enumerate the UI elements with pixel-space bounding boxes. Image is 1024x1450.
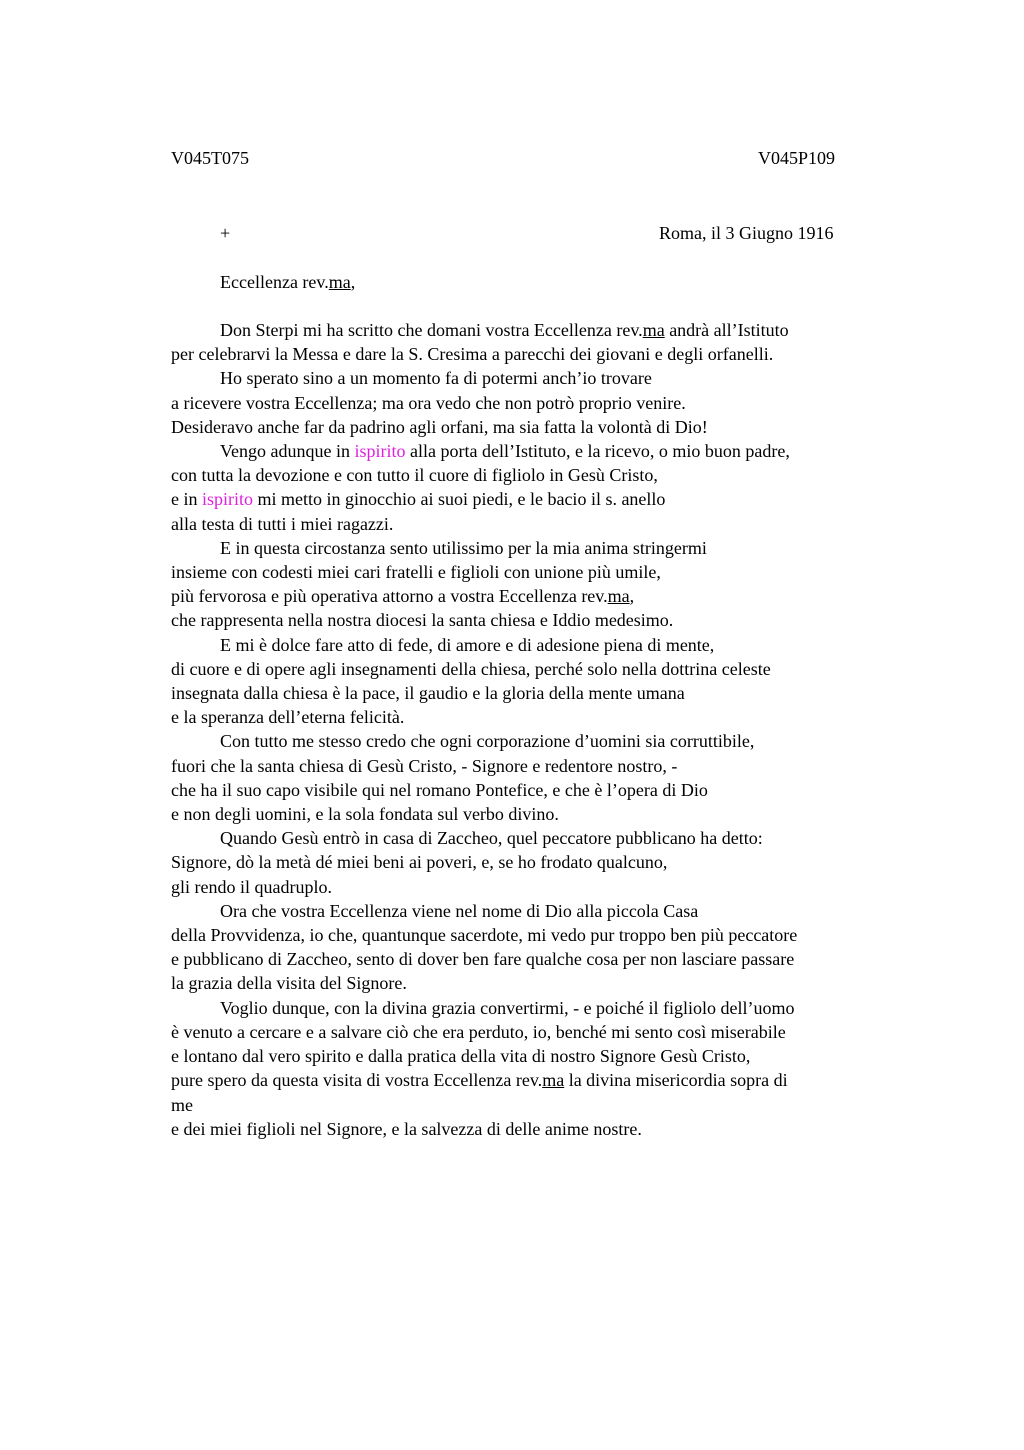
abbrev-underlined: ma bbox=[542, 1070, 565, 1091]
document-code-left: V045T075 bbox=[171, 148, 249, 168]
text-line: la grazia della visita del Signore. bbox=[171, 973, 407, 994]
text-line: Signore, dò la metà dé miei beni ai poveri, e, se ho frodato qualcuno, bbox=[171, 852, 668, 873]
text-line: per celebrarvi la Messa e dare la S. Cresima a parecchi dei giovani e degli orfanelli. bbox=[171, 344, 774, 365]
text-line: gli rendo il quadruplo. bbox=[171, 876, 332, 897]
text-line: e pubblicano di Zaccheo, sento di dover ben fare qualche cosa per non lasciare passare bbox=[171, 949, 795, 970]
text-line: Ora che vostra Eccellenza viene nel nome di Dio alla piccola Casa bbox=[220, 900, 699, 921]
text-segment: , bbox=[629, 586, 635, 607]
salutation-comma: , bbox=[350, 272, 356, 292]
abbrev-underlined: ma bbox=[607, 586, 630, 607]
text-line: Voglio dunque, con la divina grazia convertirmi, - e poiché il figliolo dell’uomo bbox=[220, 997, 795, 1018]
text-segment: più fervorosa e più operativa attorno a vostra Eccellenza rev. bbox=[171, 586, 608, 607]
text-line: Desideravo anche far da padrino agli orfani, ma sia fatta la volontà di Dio! bbox=[171, 416, 708, 437]
text-line: Ho sperato sino a un momento fa di potermi anch’io trovare bbox=[220, 368, 652, 389]
text-line: che ha il suo capo visibile qui nel romano Pontefice, e che è l’opera di Dio bbox=[171, 779, 708, 800]
letter-body bbox=[171, 318, 901, 1141]
salutation-abbrev: ma bbox=[328, 272, 351, 292]
document-code-right: V045P109 bbox=[758, 148, 836, 168]
text-line: insegnata dalla chiesa è la pace, il gaudio e la gloria della mente umana bbox=[171, 683, 685, 704]
abbrev-underlined: ma bbox=[642, 320, 665, 340]
text-line: con tutta la devozione e con tutto il cuore di figliolo in Gesù Cristo, bbox=[171, 465, 658, 486]
text-line bbox=[171, 439, 901, 463]
text-line: che rappresenta nella nostra diocesi la santa chiesa e Iddio medesimo. bbox=[171, 610, 674, 631]
text-line: e non degli uomini, e la sola fondata sul verbo divino. bbox=[171, 804, 559, 825]
text-line bbox=[171, 584, 901, 608]
text-line: E in questa circostanza sento utilissimo per la mia anima stringermi bbox=[220, 537, 707, 558]
text-line bbox=[171, 487, 901, 511]
text-line: me bbox=[171, 1094, 193, 1115]
text-line: e dei miei figlioli nel Signore, e la salvezza di delle anime nostre. bbox=[171, 1118, 642, 1139]
text-line: a ricevere vostra Eccellenza; ma ora vedo che non potrò proprio venire. bbox=[171, 392, 686, 413]
text-segment: Vengo adunque in bbox=[220, 441, 355, 462]
text-line: alla testa di tutti i miei ragazzi. bbox=[171, 513, 394, 534]
text-line: Quando Gesù entrò in casa di Zaccheo, quel peccatore pubblicano ha detto: bbox=[220, 828, 763, 849]
text-line: Con tutto me stesso credo che ogni corporazione d’uomini sia corruttibile, bbox=[220, 731, 755, 752]
text-segment: andrà all’Istituto bbox=[664, 320, 789, 340]
text-line: e lontano dal vero spirito e dalla pratica della vita di nostro Signore Gesù Cristo, bbox=[171, 1046, 751, 1067]
text-segment: pure spero da questa visita di vostra Eccellenza rev. bbox=[171, 1070, 543, 1091]
text-line: fuori che la santa chiesa di Gesù Cristo, - Signore e redentore nostro, - bbox=[171, 755, 678, 776]
text-line: di cuore e di opere agli insegnamenti della chiesa, perché solo nella dottrina celeste bbox=[171, 658, 771, 679]
highlighted-word: ispirito bbox=[354, 441, 406, 462]
text-segment: la divina misericordia sopra di bbox=[564, 1070, 788, 1091]
text-line: insieme con codesti miei cari fratelli e figlioli con unione più umile, bbox=[171, 562, 661, 583]
text-segment: Don Sterpi mi ha scritto che domani vostra Eccellenza rev. bbox=[220, 320, 643, 340]
text-line: della Provvidenza, io che, quantunque sacerdote, mi vedo pur troppo ben più peccatore bbox=[171, 925, 798, 946]
cross-mark: + bbox=[220, 223, 231, 243]
text-segment: mi metto in ginocchio ai suoi piedi, e le bacio il s. anello bbox=[253, 489, 666, 510]
salutation-text: Eccellenza rev. bbox=[220, 272, 329, 292]
text-line: è venuto a cercare e a salvare ciò che era perduto, io, benché mi sento così miserabile bbox=[171, 1021, 786, 1042]
letter-date: Roma, il 3 Giugno 1916 bbox=[659, 223, 834, 243]
text-segment: alla porta dell’Istituto, e la ricevo, o mio buon padre, bbox=[405, 441, 790, 462]
text-line: e la speranza dell’eterna felicità. bbox=[171, 707, 405, 728]
text-line bbox=[171, 318, 901, 342]
text-line bbox=[171, 1068, 901, 1092]
highlighted-word: ispirito bbox=[202, 489, 254, 510]
text-line: E mi è dolce fare atto di fede, di amore e di adesione piena di mente, bbox=[220, 634, 715, 655]
salutation bbox=[220, 271, 355, 293]
text-segment: e in bbox=[171, 489, 202, 510]
